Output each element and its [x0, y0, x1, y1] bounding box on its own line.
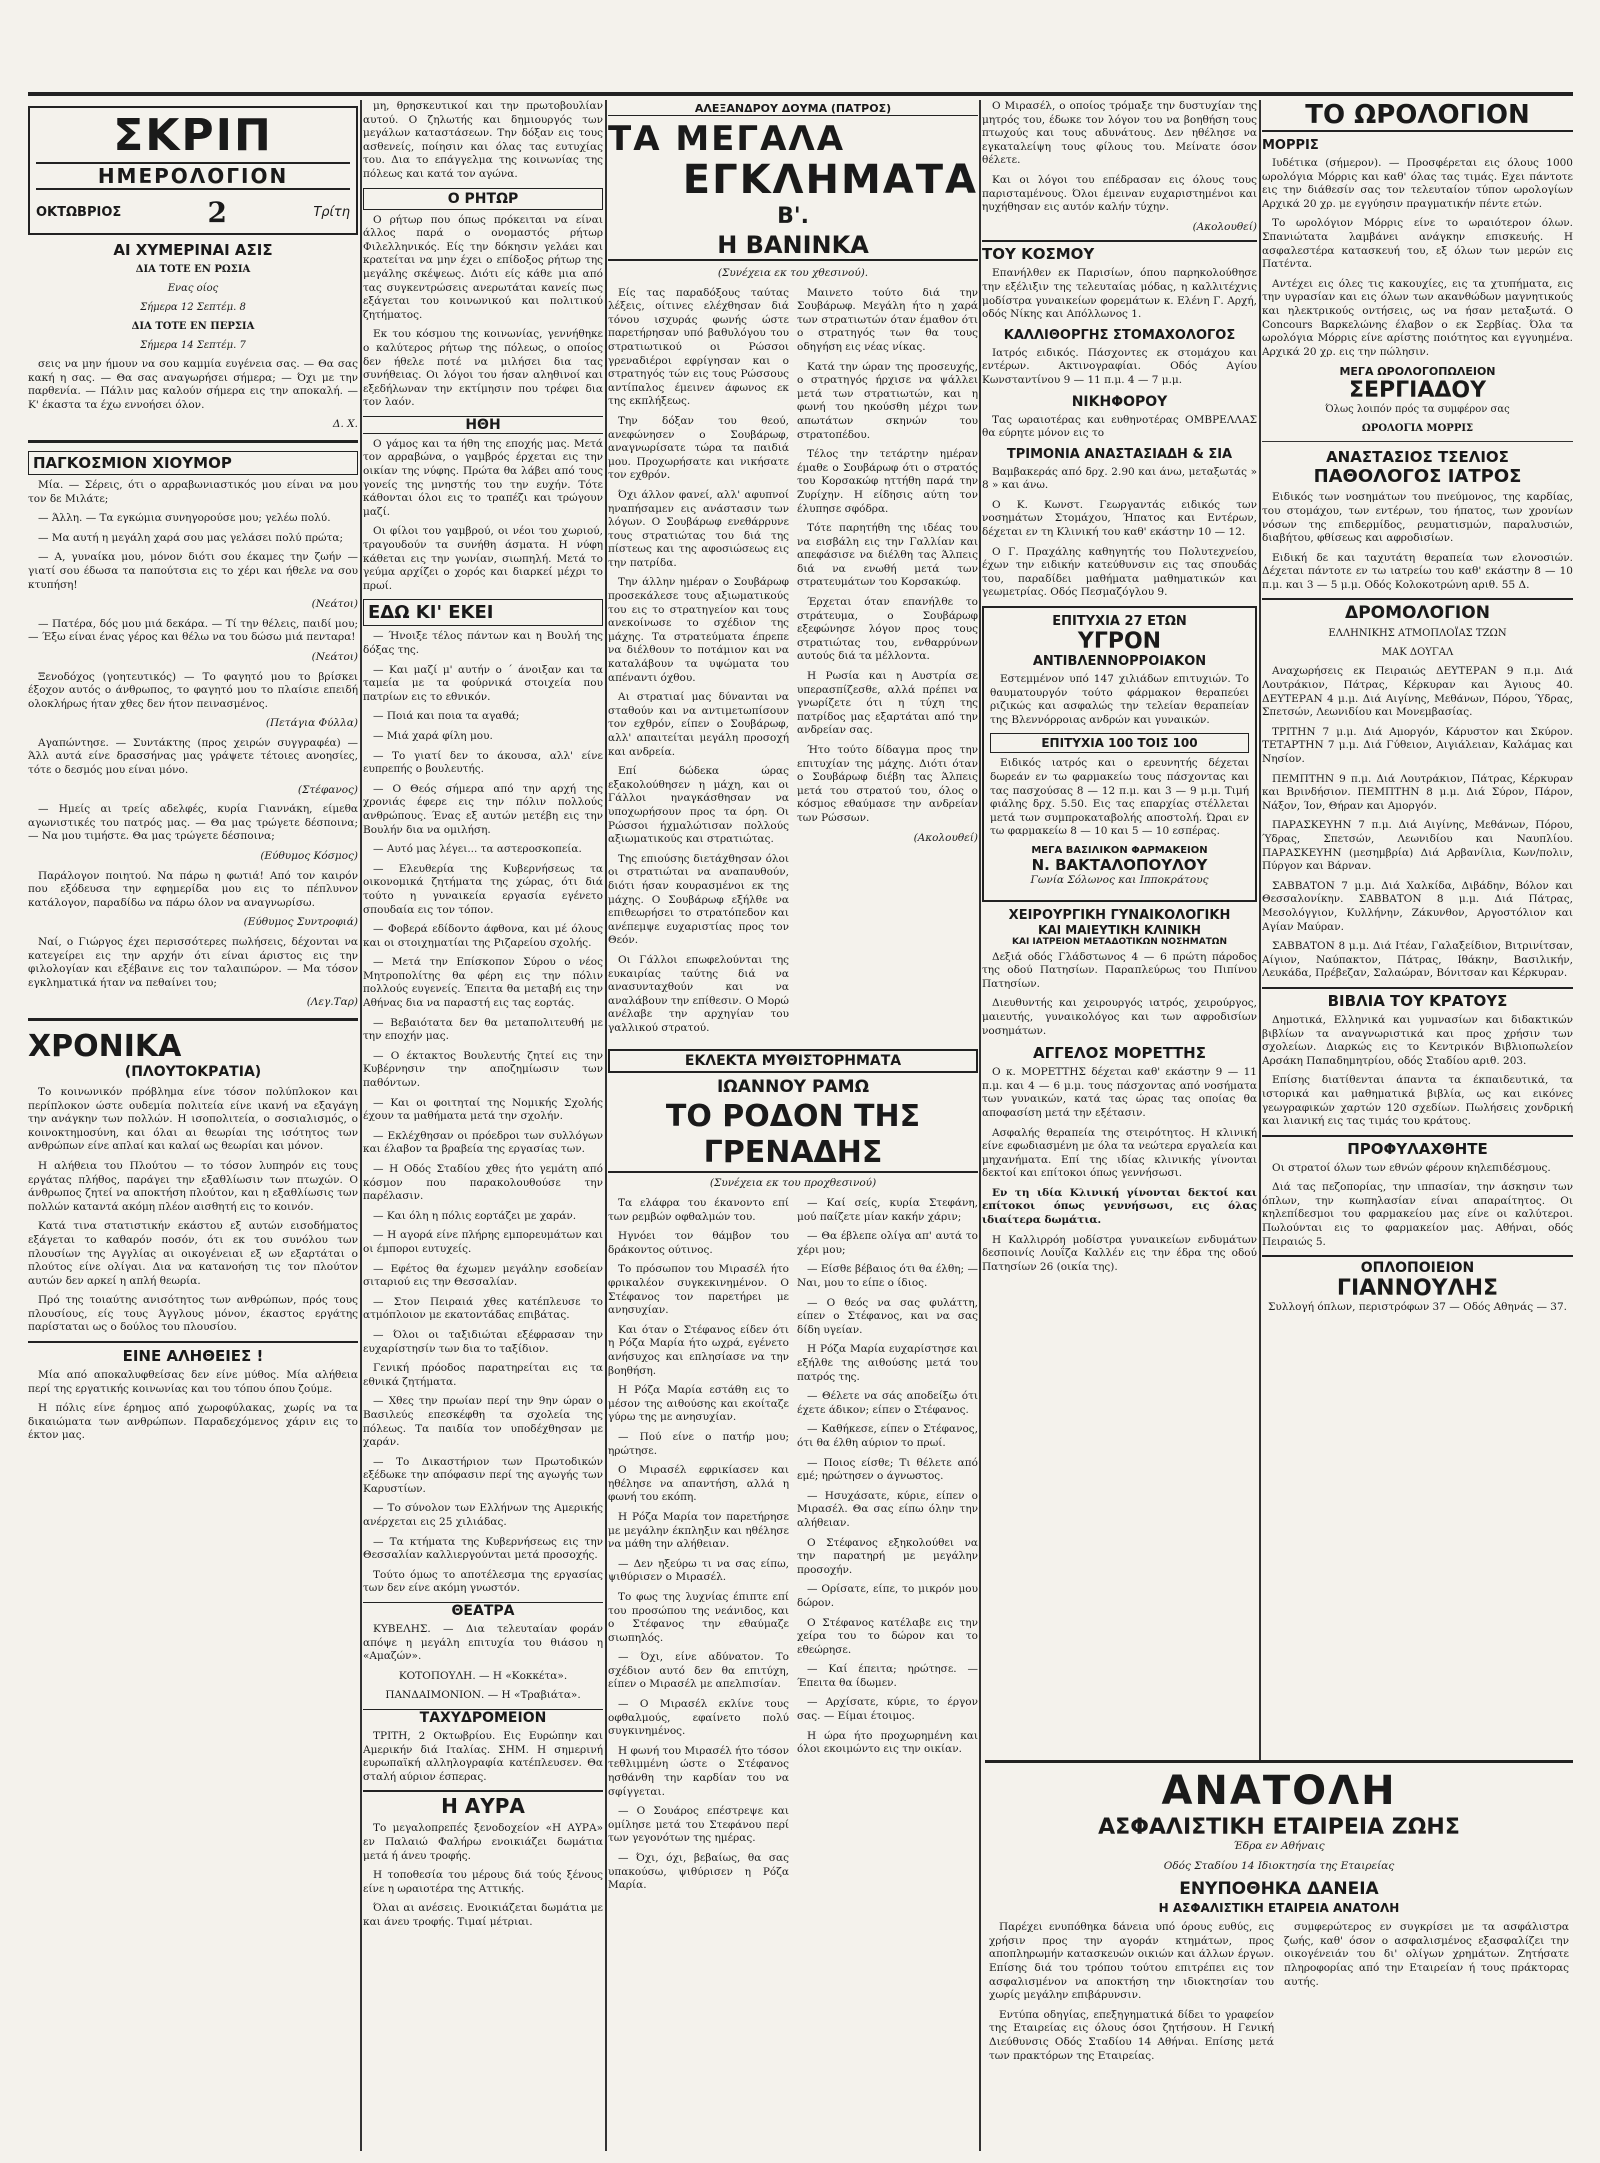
- paragraph: Ήτο τούτο δίδαγμα προς την επιτυχίαν της μάχης. Διότι όταν ο Σουβάρωφ διέβη τας Άλπεις μετά του στρατού του, όλος ο κόσμος εθαύμασε την ανδρείαν των Ρώσσων.: [797, 744, 978, 824]
- ygron-ad: [982, 606, 1257, 902]
- masthead-subtitle: ΗΜΕΡΟΛΟΓΙΟΝ: [36, 162, 350, 190]
- paragraph: Διευθυντής και χειρουργός ιατρός, χειρούργος, μαιευτής, γυναικολόγος και των αφροδισίων νοσημάτων.: [982, 997, 1257, 1037]
- doctor-name: ΑΝΑΣΤΑΣΙΟΣ ΤΣΕΛΙΟΣ: [1326, 448, 1509, 467]
- paragraph: — Α, γυναίκα μου, μόνον διότι σου έκαμες την ζωήν — γιατί σου έδωσα τα παπούτσια εις το χέρι και ήθελε να σου κτυπήση!: [28, 551, 358, 591]
- paragraph: Βαμβακεράς από δρχ. 2.90 και άνω, μεταξωτάς » 8 » και άνω.: [982, 465, 1257, 492]
- paragraph: ΤΡΙΤΗΝ 7 μ.μ. Διά Αμοργόν, Κάρυστον και Σκύρον. ΤΕΤΑΡΤΗΝ 7 μ.μ. Διά Γύθειον, Αιγιάλειαν, Καλάμας και Νησίον.: [1262, 725, 1573, 766]
- paragraph: Ειδική δε και ταχυτάτη θεραπεία των ελονοσιών. Δέχεται πάντοτε εν τω ιατρείω του καθ' εκάστην 8 — 10 π.μ. και 3 — 5 μ.μ. Οδός Κολοκοτρώνη αριθ. 55 Δ.: [1262, 551, 1573, 591]
- paragraph: — Ποιος είσθε; Τι θέλετε από εμέ; ηρώτησεν ο άγνωστος.: [797, 1456, 978, 1483]
- paragraph: Αγαπώντησε. — Συντάκτης (προς χειρών συγγραφέα) — Άλλ αυτά είνε δρασσήνας μας γράψετε τέτοιες ανοησίες, τότε ο δεσμός μου είναι μόνο.: [28, 736, 358, 777]
- paragraph: Παρέχει ενυπόθηκα δάνεια υπό όρους ευθύς, εις χρήσιν προς την αγοράν κτημάτων, προς αποπληρωμήν κατασκευών οικιών και άλλων έργων. Επίσης διά του τρόπου τούτου επιτρέπει εις τον ασφαλισμένον να αποκτήση την ιδιοκτησίαν του χωρίς μεγάλην επιβάρυνσιν.: [989, 1921, 1274, 2002]
- paragraph: — Χθες την πρωίαν περί την 9ην ώραν ο Βασιλεύς επεσκέφθη τα σχολεία της πόλεως. Τα παιδία τον υποδέχθησαν με χαράν.: [363, 1395, 603, 1449]
- paragraph: ΣΑΒΒΑΤΟΝ 8 μ.μ. Διά Ιτέαν, Γαλαξείδιον, Βιτρινίτσαν, Αίγιον, Ναύπακτον, Πάτρας, Ιθάκην, Βασιλικήν, Λευκάδα, Πρέβεζαν, Σαλαώραν, Βόνιτσαν και Κέρκυραν.: [1262, 940, 1573, 980]
- date-row: [36, 196, 350, 229]
- paragraph: ΠΕΜΠΤΗΝ 9 π.μ. Διά Λουτράκιον, Πάτρας, Κέρκυραν και Βρινδήσιον. ΠΕΜΠΤΗΝ 8 μ.μ. Διά Σύρον, Πάρον, Νάξον, Ίον, Θήραν και Αμοργόν.: [1262, 772, 1573, 812]
- ad-title: ΥΓΡΟΝ: [1077, 629, 1162, 655]
- column-rule: [605, 100, 607, 2151]
- paragraph: Ο Στέφανος κατέλαβε εις την χείρα του το δώρον και το εθεώρησε.: [797, 1616, 978, 1656]
- paragraph: Γωνία Σόλωνος και Ιπποκράτους: [1030, 873, 1209, 886]
- date-month: ΟΚΤΩΒΡΙΟΣ: [36, 205, 122, 220]
- novel-1-body: [608, 287, 978, 1042]
- paragraph: Την άλλην ημέραν ο Σουβάρωφ προσεκάλεσε τους αξιωματικούς του εις το στρατηγείον και τους ανεκοίνωσε το σχέδιον της μάχης. Τα στρατεύματα έπρεπε να διέλθουν το ποτάμιον και να καταλάβουν τα υψώματα του απέναντι όχθου.: [608, 576, 789, 684]
- paragraph: Αντέχει εις όλες τις κακουχίες, εις τα χτυπήματα, εις την υγρασίαν και εις όλων των ακανθώδων μαγνητικούς και ηλεκτρικούς οντήσεις, ως να ήσαν μεταξωτά. Ο Concours Βαρκελώνης έλαβον ο εκ Σερβίας. Όλα τα ωρολόγια Μόρρις είνε αρίστης ποιότητος και εγγυημένα. Αρχικά 20 χρ. εις την πώλησιν.: [1262, 277, 1573, 358]
- separator: [28, 1018, 358, 1021]
- section-title: ΤΑΧΥΔΡΟΜΕΙΟΝ: [363, 1709, 603, 1726]
- author: ΙΩΑΝΝΟΥ ΡΑΜΩ: [716, 1077, 870, 1098]
- section-title: Η ΑΥΡΑ: [363, 1790, 603, 1818]
- paragraph: — Ο Μιρασέλ εκλίνε τους οφθαλμούς, εφαίνετο πολύ συγκινημένος.: [608, 1698, 789, 1738]
- paragraph: Ξενοδόχος (γοητευτικός) — Το φαγητό μου το βρίσκει έξοχον αυτός ο άνθρωπος, το φαγητό μου το πλαίσιε επειδή ολοκλήρως ήταν χθες δεν ήτον πεινασμένος.: [28, 670, 358, 710]
- paragraph: Ο Μιρασέλ εφρικίασεν και ηθέλησε να απαντήση, αλλά η φωνή του εκόπη.: [608, 1464, 789, 1504]
- paragraph: — Δεν ηξεύρω τι να σας είπω, ψιθύρισεν ο Μιρασέλ.: [608, 1557, 789, 1584]
- insurance-tagline: ΕΝΥΠΟΘΗΚΑ ΔΑΝΕΙΑ: [1179, 1879, 1379, 1900]
- paragraph: Ο Στέφανος εξηκολούθει να την παρατηρή με μεγάλην προσοχήν.: [797, 1536, 978, 1576]
- paragraph: Εν τη ιδία Κλινική γίνονται δεκτοί και επίτοκοι όπως γεννήσωσι, εις όλας ιδιαίτερα δωμάτια.: [982, 1186, 1257, 1227]
- signature: Δ. Χ.: [332, 418, 358, 431]
- intro-text: σεις να μην ήμουν να σου καμμία ευγένεια σας. — Θα σας κακή η σας. — Θα σας αναγωρήσει σήμερα; — Όχι με την παρθενία. — Πάλιν μας καλούν σήμερα εις την αποκαλή. — Κ' έκαστα τα έχω εννοήσει όλον.: [28, 358, 358, 411]
- novel-1-col-a: [608, 287, 789, 1042]
- paragraph: — Βεβαιότατα δεν θα μεταπολιτευθή με την εποχήν μας.: [363, 1016, 603, 1043]
- paragraph: Η Ρόζα Μαρία εστάθη εις το μέσον της αιθούσης και εκοίταζε γύρω της με ανησυχίαν.: [608, 1384, 789, 1424]
- follow-note: (Ακολουθεί): [1192, 220, 1257, 233]
- section-subtitle: (ΠΛΟΥΤΟΚΡΑΤΙΑ): [124, 1063, 262, 1080]
- notice-line: Σήμερα 14 Σεπτέμ. 7: [140, 340, 246, 351]
- headline-subtitle: Η ΒΑΝΙΝΚΑ: [608, 231, 978, 261]
- date-day: 2: [207, 196, 228, 229]
- paragraph: Παράλογον ποιητού. Να πάρω η φωτιά! Από τον καιρόν που εξόδευσα την εφημερίδα μου εις το πέπλυνον κατάλογον, παραδίδω να πάρω όλον να αναγνωρίσω.: [28, 869, 358, 909]
- paragraph: — Και μαζί μ' αυτήν ο ΄ άνοιξαν και τα ταμεία με τα φούρνικά στοιχεία που πατρίων εις το εθνικόν.: [363, 663, 603, 703]
- paragraph: Και όταν ο Στέφανος είδεν ότι η Ρόζα Μαρία ήτο ωχρά, εγένετο ανήσυχος και επλησίασε να την βοηθήση.: [608, 1323, 789, 1377]
- section-title: ΧΡΟΝΙΚΑ: [28, 1028, 182, 1064]
- paragraph: Η Ρόζα Μαρία ευχαρίστησε και εξήλθε της αιθούσης μετά του πατρός της.: [797, 1343, 978, 1383]
- doctor-name: ΑΓΓΕΛΟΣ ΜΟΡΕΤΤΗΣ: [1033, 1044, 1206, 1063]
- paragraph: Εντύπα οδηγίας, επεξηγηματικά δίδει το γραφείον της Εταιρείας εις όλους όσοι ζητήσουν. Η Γενική Διεύθυνσις Οδός Σταδίου 14 Αθήναι. Επίσης μετά των πρακτόρων της Εταιρείας.: [989, 2008, 1274, 2062]
- paragraph: — Το γιατί δεν το άκουσα, αλλ' είνε ευπρεπής ο βουλευτής.: [363, 749, 603, 776]
- paragraph: — Μετά την Επίσκοπον Σύρου ο νέος Μητροπολίτης θα φέρη εις την πόλιν πολλούς ευγενείς. Έπειτα θα μεταβή εις την Αθήνας δια να παραστή εις τας εορτάς.: [363, 956, 603, 1010]
- paragraph: Η Ρωσία και η Αυστρία σε υπερασπίζεσθε, αλλά πρέπει να γνωρίζετε ότι η τύχη της πατρίδος μας εξαρτάται από την ανδρείαν σας.: [797, 670, 978, 737]
- paragraph: — Είσθε βέβαιος ότι θα έλθη; — Ναι, μου το είπε ο ίδιος.: [797, 1263, 978, 1290]
- paragraph: Έρχεται όταν επανήλθε το στράτευμα, ο Σουβάρωφ εξεφώνησε λόγον προς τους στρατιώτας του, ενθαρρύνων αυτούς διά τα μέλλοντα.: [797, 596, 978, 663]
- paragraph: Επανήλθεν εκ Παρισίων, όπου παρηκολούθησε την εξέλιξιν της τελευταίας μόδας, η καλλιτέχνις μοδίστρα γυναικείων φορεμάτων κ. Ελένη Γ. Αρχή, οδός Νίκης και Απόλλωνος 1.: [982, 267, 1257, 321]
- paragraph: Δημοτικά, Ελληνικά και γυμνασίων και διδακτικών βιβλίων τα αναγνωριστικά και προς χρήσιν των σχολείων. Διαρκώς εις το Κεντρικόν Βιβλιοπωλείον Αρσάκη Παπαδημητρίου, οδός Σταδίου αριθ. 203.: [1262, 1013, 1573, 1067]
- paragraph: Το πρόσωπον του Μιρασέλ ήτο φρικαλέον συγκεκινημένον. Ο Στέφανος τον παρετήρει με ανησυχίαν.: [608, 1263, 789, 1317]
- masthead-box: [28, 106, 358, 235]
- paragraph: Ιατρός ειδικός. Πάσχοντες εκ στομάχου και εντέρων. Ακτινογραφίαι. Οδός Αγίου Κωνσταντίνου 9 — 11 π.μ. 4 — 7 μ.μ.: [982, 346, 1257, 386]
- notice-title: ΑΙ ΧΥΜΕΡΙΝΑΙ ΑΣΙΣ: [113, 241, 273, 259]
- paragraph: Τας ωραιοτέρας και ευθηνοτέρας ΟΜΒΡΕΛΛΑΣ θα εύρητε μόνον εις το: [982, 413, 1257, 440]
- ad-title: ΝΙΚΗΦΟΡΟΥ: [1071, 393, 1168, 410]
- paragraph: Ο κ. ΜΟΡΕΤΤΗΣ δέχεται καθ' εκάστην 9 — 11 π.μ. και 4 — 6 μ.μ. τους πάσχοντας από νοσήματα των γυναικών, κατά τας ώρας τας οποίας θα αποφασίση μετά την εξέτασιν.: [982, 1066, 1257, 1119]
- insurance-ad: [985, 1760, 1573, 2153]
- paragraph: Και οι λόγοι του επέδρασαν εις όλους τους παρισταμένους. Όλοι έμειναν ευχαριστημένοι και ηυχήθησαν εις αυτόν καλήν τύχην.: [982, 173, 1257, 214]
- paragraph: ΕΛΛΗΝΙΚΗΣ ΑΤΜΟΠΛΟΪΑΣ ΤΖΩΝ: [1328, 628, 1507, 640]
- paragraph: — Ο έκτακτος Βουλευτής ζητεί εις την Κυβέρνησιν την αποζημίωσιν των παθόντων.: [363, 1049, 603, 1090]
- paragraph: — Αρχίσατε, κύριε, το έργον σας. — Είμαι έτοιμος.: [797, 1696, 978, 1723]
- notice-line: ΔΙΑ ΤΟΤΕ ΕΝ ΠΕΡΣΙΑ: [131, 321, 255, 332]
- section-title: ΕΔΩ ΚΙ' ΕΚΕΙ: [363, 599, 603, 626]
- paragraph: Η πόλις είνε έρημος από χωροφύλακας, χωρίς να τα δικαιώματα των ανθρώπων. Παραδεχόμενος χάριν εις το έκτον μας.: [28, 1402, 358, 1442]
- section-title: ΗΘΗ: [363, 416, 603, 434]
- paragraph: Όλως λοιπόν πρός τα συμφέρον σας: [1325, 404, 1510, 416]
- section-title: ΘΕΑΤΡΑ: [363, 1602, 603, 1619]
- part-label: Β'.: [777, 204, 809, 229]
- paragraph: — Εκλέχθησαν οι πρόεδροι των συλλόγων και έλαβον τα βραβεία της εργασίας των.: [363, 1129, 603, 1156]
- paragraph: — Μιά χαρά φίλη μου.: [373, 729, 493, 742]
- paragraph: Τότε παρητήθη της ιδέας του να εισβάλη εις την Γαλλίαν και απεφάσισε να διέλθη τας Άλπεις διά να ενωθή μετά των στρατευμάτων του Κορσακώφ.: [797, 522, 978, 589]
- ad-subtitle: ΑΝΤΙΒΛΕΝΝΟΡΡΟΙΑΚΟΝ: [1032, 654, 1207, 670]
- masthead: ΣΚΡΙΠ: [113, 110, 273, 161]
- paragraph: — Όχι, όχι, βεβαίως, θα σας υπακούσω, ψιθύρισεν η Ρόζα Μαρία.: [608, 1852, 789, 1892]
- paragraph: Την δόξαν του θεού, ανεφώνησεν ο Σουβάρωφ, αναγνωρίσατε τώρα τα παιδιά μου. Προχωρήσατε και νικήσατε τον εχθρόν.: [608, 414, 789, 482]
- paragraph: Ασφαλής θεραπεία της στειρότητος. Η κλινική είνε εφωδιασμένη με όλα τα νεώτερα εργαλεία και μηχανήματα. Επί της ιδίας κλινικής γίνονται δεκτοί και επίτοκοι όπως γεννήσωσι.: [982, 1126, 1257, 1180]
- paragraph: — Ησυχάσατε, κύριε, είπεν ο Μιρασέλ. Θα σας είπω όλην την αλήθειαν.: [797, 1489, 978, 1529]
- paragraph: — Το σύνολον των Ελλήνων της Αμερικής ανέρχεται εις 25 χιλιάδας.: [363, 1502, 603, 1529]
- paragraph: Η ώρα ήτο προχωρημένη και όλοι εκοιμώντο εις την οικίαν.: [797, 1729, 978, 1756]
- novel-2-col-b: [797, 1197, 978, 1899]
- paragraph: ΜΑΚ ΔΟΥΓΑΛ: [1381, 647, 1454, 659]
- paragraph: — Και οι φοιτηταί της Νομικής Σχολής έχουν τα μαθήματα μετά την σχολήν.: [363, 1096, 603, 1123]
- column-3: [608, 100, 978, 2151]
- section-title: ΠΑΓΚΟΣΜΙΟΝ ΧΙΟΥΜΟΡ: [28, 451, 358, 475]
- paragraph: Εκ του κόσμου της κοινωνίας, γεννήθηκε ο καλύτερος ρήτωρ της πόλεως, ο οποίος δεν ήθελε ποτέ να μιλήσει δια τας συνήθειας. Οι λόγοι του ήσαν αληθινοί και εξεδήλωναν την εκτίμησιν που τρέφει δια τον λαόν.: [363, 328, 603, 409]
- ad-subtitle: ΜΟΡΡΙΣ: [1262, 138, 1319, 153]
- ad-title: ΓΙΑΝΝΟΥΛΗΣ: [1336, 1276, 1499, 1302]
- signature: (Λεγ.Ταρ): [306, 996, 358, 1009]
- column-1: [28, 100, 358, 2151]
- novel-1-col-b: [797, 287, 978, 1042]
- column-rule: [360, 100, 362, 2151]
- paragraph: ΠΑΝΔΑΙΜΟΝΙΟΝ. — Η «Τραβιάτα».: [385, 1689, 581, 1702]
- paragraph: Ηγνόει τον θάμβον του δράκοντος ούτινος.: [608, 1230, 789, 1256]
- paragraph: Κατά την ώραν της προσευχής, ο στρατηγός ήρχισε να ψάλλει μετά των στρατιωτών, και η φωνή του ηκούσθη μέχρι των απωτάτων σκηνών του στρατοπέδου.: [797, 360, 978, 441]
- paragraph: — Πού είνε ο πατήρ μου; ηρώτησε.: [608, 1430, 789, 1457]
- paragraph: — Καθήκεσε, είπεν ο Στέφανος, ότι θα έλθη αύριον το πρωί.: [797, 1423, 978, 1449]
- paragraph: Όλαι αι ανέσεις. Ενοικιάζεται δωμάτια με και άνευ τροφής. Τιμαί μέτριαι.: [363, 1902, 603, 1928]
- paragraph: Δεξιά οδός Γλάδστωνος 4 — 6 πρώτη πάροδος της οδού Πατησίων. Παραπλεύρως του Πιπίνου Πατησίων.: [982, 950, 1257, 990]
- insurance-body: [985, 1921, 1573, 2069]
- paragraph: — Καί έπειτα; ηρώτησε. — Έπειτα θα ίδωμεν.: [797, 1663, 978, 1689]
- paragraph: Κατά τινα στατιστικήν εκάστου εξ αυτών εισοδήματος εξάγεται το καθαρόν ποσόν, ότι εκ του συνόλου των πλουσίων της Αγγλίας αι οικογένειαι εξ ων εξαρτάται ο πλούτος είνε ολίγαι. Δια να κατανοήση τις τον πλούτον αυτών δεν αρκεί η απλή θεωρία.: [28, 1220, 358, 1287]
- paragraph: — Η Οδός Σταδίου χθες ήτο γεμάτη από κόσμον που παρακολουθούσε την παρέλασιν.: [363, 1163, 603, 1203]
- paragraph: ΣΑΒΒΑΤΟΝ 7 μ.μ. Διά Χαλκίδα, Διβάδην, Βόλον και Θεσσαλονίκην. ΣΑΒΒΑΤΟΝ 8 μ.μ. Διά Πάτρας, Μεσολόγγιον, Κυλλήνην, Ζάκυνθον, Αργοστόλιον και Αγίαν Μαύραν.: [1262, 879, 1573, 933]
- paragraph: — Όλοι οι ταξιδιώται εξέφρασαν την ευχαρίστησίν των δια το ταξίδιον.: [363, 1328, 603, 1355]
- insurance-col-a: [989, 1921, 1274, 2069]
- paragraph: Πρό της τοιαύτης ανισότητος των ανθρώπων, πρός τους πλουσίους, είς τους Άγγλους μόνον, έκαστος εργάτης παρίσταται ως ο δούλος του πλουσίου.: [28, 1294, 358, 1334]
- ad-title: ΚΑΛΛΙΘΟΡΓΗΣ ΣΤΟΜΑΧΟΛΟΓΟΣ: [1003, 327, 1236, 343]
- section-title: ΠΡΟΦΥΛΑΧΘΗΤΕ: [1262, 1135, 1573, 1158]
- paragraph: ΩΡΟΛΟΓΙΑ ΜΟΡΡΙΣ: [1361, 423, 1474, 435]
- paragraph: — Θέλετε να σάς αποδείξω ότι έχετε άδικον; είπεν ο Στέφανος.: [797, 1390, 978, 1416]
- signature: (Νεάτοι): [311, 598, 358, 611]
- headline-line-2: ΕΓΚΛΗΜΑΤΑ: [682, 157, 978, 203]
- paragraph: — Στον Πειραιά χθες κατέπλευσε το ατμόπλοιον με εκατοντάδας επιβάτας.: [363, 1295, 603, 1322]
- separator: [28, 440, 358, 443]
- column-rule: [979, 100, 981, 2151]
- paragraph: Ο Μιρασέλ, ο οποίος τρόμαξε την δυστυχίαν της μητρός του, έδωκε τον λόγον του να βοηθήση τους πτωχούς και τους αδυνάτους. Δεν ηθέλησε να εγκαταλείψη τους φίλους του. Μείνατε όσον θέλετε.: [982, 100, 1257, 167]
- banner: ΕΚΛΕΚΤΑ ΜΥΘΙΣΤΟΡΗΜΑΤΑ: [608, 1049, 978, 1073]
- insurance-name: ΑΝΑΤΟΛΗ: [1161, 1768, 1397, 1814]
- paragraph: Η τοποθεσία του μέρους διά τούς ξένους είνε η ωραιοτέρα της Αττικής.: [363, 1869, 603, 1895]
- section-title: ΒΙΒΛΙΑ ΤΟΥ ΚΡΑΤΟΥΣ: [1262, 987, 1573, 1010]
- paragraph: Αναχωρήσεις εκ Πειραιώς ΔΕΥΤΕΡΑΝ 9 π.μ. Διά Λουτράκιον, Πάτρας, Κέρκυραν και Άγιους 40. ΔΕΥΤΕΡΑΝ 4 μ.μ. Διά Αιγίνης, Μεθάνων, Πόρου, Ύδρας, Σπετσών, Λεωνιδίου και Μονεμβασίας.: [1262, 665, 1573, 719]
- ad-title: ΚΑΙ ΜΑΙΕΥΤΙΚΗ ΚΛΙΝΙΚΗ: [1038, 922, 1201, 937]
- paragraph: — Πατέρα, δός μου μιά δεκάρα. — Τί την θέλεις, παιδί μου; — Έξω είναι ένας γέρος και θέλω να του δώσω μιά πενταρα!: [28, 617, 358, 644]
- paragraph: Οι Γάλλοι επωφελούνται της ευκαιρίας ταύτης διά να ανασυνταχθούν και να αναλάβουν την επίθεσιν. Ο Μορώ ανέλαβε την αρχηγίαν του γαλλικού στρατού.: [608, 953, 789, 1034]
- paragraph: Ο Κ. Κωνστ. Γεωργαντάς ειδικός των νοσημάτων Στομάχου, Ήπατος και Εντέρων, δέχεται εν τη Κλινική του καθ' εκάστην 10 — 12.: [982, 498, 1257, 539]
- paragraph: Ειδικός των νοσημάτων του πνεύμονος, της καρδίας, του στομάχου, των εντέρων, του ήπατος, των χρονίων νόσων της επιδερμίδος, ρευματισμών, παραλυσιών, διαβήτου, φθίσεως και αφροδισίων.: [1262, 491, 1573, 545]
- paragraph: Ο Γ. Πραχάλης καθηγητής του Πολυτεχνείου, έχων την ειδικήν κατεύθυνσιν εις τας σπουδάς του, παραδίδει μαθήματα μαθηματικών και γεωμετρίας. Οδός Πεσμαζόγλου 9.: [982, 545, 1257, 599]
- paragraph: Επί δώδεκα ώρας εξακολούθησεν η μάχη, και οι Γάλλοι ηναγκάσθησαν να υποχωρήσουν προς τα όρη. Οι Ρώσσοι ήχμαλώτισαν πολλούς αξιωματικούς και στρατιώτας.: [608, 765, 789, 846]
- ad-subtitle: ΜΕΓΑ ΒΑΣΙΛΙΚΟΝ ΦΑΡΜΑΚΕΙΟΝ: [1031, 844, 1208, 856]
- paragraph: — Ποιά και ποια τα αγαθά;: [373, 710, 520, 723]
- paragraph: — Φοβερά εδίδοντο άφθονα, και μέ όλους και οι στοιχηματίαι της Ριζαρείου σχολής.: [363, 923, 603, 949]
- paragraph: Ιυδέτικα (σήμερον). — Προσφέρεται εις όλους 1000 ωρολόγια Μόρρις και καθ' όλας τας τιμάς. Εχει πάντοτε εις την διάθεσίν σας τον τελευταίον τύπον ωρολογίων Αρχικά 20 χρ. με εγγύησιν πραγματικήν πέντε ετών.: [1262, 157, 1573, 210]
- paragraph: — Ο Θεός σήμερα από την αρχή της χρονιάς έφερε εις την πόλιν πολλούς ανθρώπους. Ένας εξ αυτών μετέβη εις την Βουλήν δια να ομιλήση.: [363, 782, 603, 836]
- notice-line: ΔΙΑ ΤΟΤΕ ΕΝ ΡΩΣΙΑ: [135, 264, 251, 275]
- signature: (Στέφανος): [297, 783, 358, 796]
- signature: (Εύθυμος Κόσμος): [260, 850, 358, 863]
- paragraph: Ο γάμος και τα ήθη της εποχής μας. Μετά τον αρραβώνα, ο γαμβρός έρχεται εις την οικίαν της νύφης. Πρώτα θα λάβει από τους γονείς της μνηστής του την ευχήν. Τότε κάθονται όλοι εις το τραπέζι και τρώγουν μαζί.: [363, 437, 603, 518]
- paragraph: Τα ελάφρα του έκανοντο επί των ρεμβών οφθαλμών του.: [608, 1197, 789, 1223]
- paragraph: Η αλήθεια του Πλούτου — το τόσον λυπηρόν εις τους εργάτας πλήθος, παράγει την εξαθλίωσιν των πτωχών. Ο άνθρωπος ζητεί να αποκτήση πλούτον, και η εξαθλίωσις των πολλών καταντά ακόμη πλέον αισθητή εις το κοινόν.: [28, 1159, 358, 1213]
- paragraph: — Ήνοιξε τέλος πάντων και η Βουλή της δόξας της.: [363, 630, 603, 656]
- paragraph: Οδός Σταδίου 14 Ιδιοκτησία της Εταιρείας: [1163, 1859, 1395, 1872]
- separator: [1262, 441, 1573, 442]
- paragraph: Συλλογή όπλων, περιστρόφων 37 — Οδός Αθηνάς — 37.: [1267, 1301, 1567, 1314]
- paragraph: Εστεμμένον υπό 147 χιλιάδων επιτυχιών. Το θαυματουργόν τούτο φάρμακον θεραπεύει ριζικώς και ασφαλώς την τελείαν θεραπείαν της Βλεννόρροιας ανδρών και γυναικών.: [990, 673, 1249, 726]
- paragraph: ΠΑΡΑΣΚΕΥΗΝ 7 π.μ. Διά Αιγίνης, Μεθάνων, Πόρου, Ύδρας, Σπετσών, Λεωνιδίου και Ναυπλίου. ΠΑΡΑΣΚΕΥΗΝ (μεσημβρία) Διά Αρβανίλια, Κων/πολιν, Πύργον και Βάρναν.: [1262, 819, 1573, 873]
- paragraph: — Καί σείς, κυρία Στεφάνη, μού παίζετε μίαν κακήν χάριν;: [797, 1197, 978, 1223]
- paragraph: — Άλλη. — Τα εγκώμια συνηγορούσε μου; γελέω πολύ.: [38, 512, 331, 525]
- paragraph: — Μα αυτή η μεγάλη χαρά σου μας γελάσει πολύ πρώτα;: [38, 531, 344, 544]
- insurance-subtitle: ΑΣΦΑΛΙΣΤΙΚΗ ΕΤΑΙΡΕΙΑ ΖΩΗΣ: [1098, 1815, 1460, 1840]
- signature: (Πετάγια Φύλλα): [265, 717, 358, 730]
- paragraph: ΤΡΙΤΗ, 2 Οκτωβρίου. Εις Ευρώπην και Αμερικήν διά Ιταλίας. ΣΗΜ. Η σημερινή ευρωπαϊκή αλληλογραφία κατέπλευσεν. Θα σταλή αύριον έσπερας.: [363, 1730, 603, 1783]
- paragraph: — Αυτό μας λέγει... τα αστεροσκοπεία.: [373, 843, 582, 856]
- section-title: ΔΡΟΜΟΛΟΓΙΟΝ: [1262, 598, 1573, 623]
- paragraph: — Ο Σουάρος επέστρεψε και ομίλησε μετά του Στεφάνου περί των γεγονότων της ημέρας.: [608, 1805, 789, 1845]
- insurance-company: Η ΑΣΦΑΛΙΣΤΙΚΗ ΕΤΑΙΡΕΙΑ ΑΝΑΤΟΛΗ: [1158, 1901, 1400, 1916]
- paragraph: συμφερώτερος εν συγκρίσει με τα ασφάλιστρα ζωής, καθ' όσον ο ασφαλισμένος εξασφαλίζει την οικογένειάν του δι' ολίγων χρημάτων. Ζητήσατε πληροφορίας από την Εταιρείαν ή τους πράκτορας αυτής.: [1284, 1921, 1569, 1988]
- section-title: Ο ΡΗΤΩΡ: [363, 188, 603, 210]
- signature: (Νεάτοι): [311, 650, 358, 663]
- paragraph: Όχι άλλον φανεί, αλλ' αφυπνοί ηναπήσαμεν εις ανάστασιν των λόγων. Ο Σουβάρωφ ενεθάρρυνε τους στρατιώτας του διά της πίστεως και της αφοσιώσεως εις την πατρίδα.: [608, 488, 789, 569]
- paragraph: Ο ρήτωρ που όπως πρόκειται να είναι άλλος παρά ο ονομαστός ρήτωρ Φιλελληνικός. Είς την δόκησιν γελάει και κρατείται να μην έχει ο επίδοξος ρήτωρ της μεγάλης σκέψεως. Διότι είς κάθε μια από τας συγκεντρώσεις ανερωτάται κανείς πως εξάγεται του κοινωνικού και πολιτικού ζητήματος.: [363, 213, 603, 321]
- paragraph: — Ο θεός να σας φυλάττη, είπεν ο Στέφανος, και να σας δίδη υγείαν.: [797, 1296, 978, 1336]
- paragraph: Τούτο όμως το αποτέλεσμα της εργασίας των δεν είνε ακόμη γνωστόν.: [363, 1568, 603, 1595]
- paragraph: Μία. — Σέρεις, ότι ο αρραβωνιαστικός μου είναι να μου τον δε Μιλάτε;: [28, 478, 358, 505]
- paragraph: Η Ρόζα Μαρία τον παρετήρησε με μεγάλην έκπληξιν και ηθέλησε να μάθη την αλήθειαν.: [608, 1510, 789, 1551]
- paragraph: Γενική πρόοδος παρατηρείται εις τα εθνικά ζητήματα.: [363, 1362, 603, 1388]
- paragraph: Ειδικός ιατρός και ο ερευνητής δέχεται δωρεάν εν τω φαρμακείω τους πάσχοντας και τας πασχούσας 8 — 12 π.μ. και 3 — 9 μ.μ. Τιμή φιάλης δρχ. 5.50. Εις τας επαρχίας στέλλεται μετά των συμπροκαταβολής αποστολή. Ώραι εν τω φαρμακείω 8 — 10 και 5 — 10 εσπέρας.: [990, 757, 1249, 838]
- top-rule: [28, 92, 1573, 96]
- paragraph: Η Καλλιρρόη μοδίστρα γυναικείων ενδυμάτων δεσποινίς Λουΐζα Καλλέν εις την έδρα της οδού Πατησίων 26 (οικία της).: [982, 1233, 1257, 1273]
- ad-title: ΤΡΙΜΟΝΙΑ ΑΝΑΣΤΑΣΙΑΔΗ & ΣΙΑ: [1006, 446, 1233, 462]
- paragraph: — Και όλη η πόλις εορτάζει με χαράν.: [373, 1209, 577, 1222]
- ad-subtitle: ΚΑΙ ΙΑΤΡΕΙΟΝ ΜΕΤΑΔΟΤΙΚΩΝ ΝΟΣΗΜΑΤΩΝ: [1012, 936, 1227, 947]
- continued-note: (Συνέχεια εκ του προχθεσινού): [709, 1177, 877, 1190]
- notice-line: Ενας οίος: [167, 283, 219, 294]
- paragraph: — Ορίσατε, είπε, το μικρόν μου δώρον.: [797, 1583, 978, 1609]
- paragraph: — Η αγορά είνε πλήρης εμπορευμάτων και οι έμποροι ευτυχείς.: [363, 1229, 603, 1255]
- date-weekday: Τρίτη: [313, 205, 350, 220]
- paragraph: Είς τας παραδόξους ταύτας λέξεις, οίτινες ελέχθησαν διά τόνου ισχυράς φωνής ώστε παρετήρησαν υπό βαθυλόγου του στρατιωτικού οι Ρώσσοι γρεναδιέροι εφρίγησαν και ο στρατηγός τών εις τους Ρώσσους αντίπαλος έμεινεν άφωνος εκ της εκπλήξεως.: [608, 286, 789, 408]
- insurance-col-b: [1284, 1921, 1569, 2069]
- section-title: ΤΟΥ ΚΟΣΜΟΥ: [982, 240, 1257, 263]
- paragraph: Το μεγαλοπρεπές ξενοδοχείον «Η ΑΥΡΑ» εν Παλαιώ Φαλήρω ενοικιάζει δωμάτια μετά ή άνευ τροφής.: [363, 1822, 603, 1862]
- paragraph: Ναί, ο Γιώργος έχει περισσότερες πωλήσεις, δέχονται να κατεγείρει εις την αρχήν ότι είναι άριστος εις την φιλολογίαν και εξέβαινε εις τον ταλαιπώρον. — Μα τόσον εγκληματικά ήταν να πεθαίνει του;: [28, 936, 358, 989]
- doctor-title: ΠΑΘΟΛΟΓΟΣ ΙΑΤΡΟΣ: [1313, 466, 1522, 488]
- paragraph: Το φως της λυχνίας έπιπτε επί του προσώπου της νεάνιδος, και ο Στέφανος την εθαύμαζε σιωπηλός.: [608, 1590, 789, 1644]
- column-2: [363, 100, 603, 2151]
- ad-subtitle: ΜΕΓΑ ΩΡΟΛΟΓΟΠΩΛΕΙΟΝ: [1339, 365, 1496, 379]
- paragraph: Επίσης διατίθενται άπαντα τα έκπαιδευτικά, τα ιστορικά και μαθηματικά βιβλία, ως και εικόνες γεωγραφικών χαρτών 120 σχεδίων. Πωλήσεις χονδρική και λιανική εις τας τιμάς του κράτους.: [1262, 1074, 1573, 1128]
- novel-2-col-a: [608, 1197, 789, 1899]
- paragraph: — Εφέτος θα έχωμεν μεγάλην εσοδείαν σιταριού εις την Θεσσαλίαν.: [363, 1262, 603, 1289]
- paragraph: — Θα έβλεπε ολίγα απ' αυτά το χέρι μου;: [797, 1230, 978, 1256]
- paragraph: Έδρα εν Αθήναις: [1233, 1840, 1325, 1852]
- paragraph: μη, θρησκευτικοί και την πρωτοβουλίαν αυτού. Ο ζηλωτής και δημιουργός των μεγάλων καταστάσεων. Την δόξαν εις τους ασθενείς, ποίησιν και όλας τας ευτυχίας του. Δια το επάγγελμα της κοινωνίας της πόλεως και κατά τον αγώνα.: [363, 100, 603, 180]
- paragraph: — Το Δικαστήριον των Πρωτοδικών εξέδωκε την απόφασιν περί της αγωγής των Καρυστίων.: [363, 1455, 603, 1495]
- paragraph: Αι στρατιαί μας δύνανται να σταθούν και να αντιμετωπίσουν τον εχθρόν, είπεν ο Σουβάρωφ, αλλ' απαιτείται μεγάλη προσοχή και ανδρεία.: [608, 691, 789, 758]
- paragraph: Οι στρατοί όλων των εθνών φέρουν κηλεπιδέσμους.: [1272, 1161, 1551, 1174]
- paragraph: ΚΥΒΕΛΗΣ. — Δια τελευταίαν φοράν απόψε η μεγάλη επιτυχία του θιάσου η «Αμαζών».: [363, 1623, 603, 1663]
- paragraph: ΚΟΤΟΠΟΥΛΗ. — Η «Κοκκέτα».: [398, 1669, 568, 1682]
- paragraph: Η φωνή του Μιρασέλ ήτο τόσον τεθλιμμένη ώστε ο Στέφανος ησθάνθη την καρδίαν του να σφίγγεται.: [608, 1744, 789, 1798]
- kicker: ΑΛΕΞΑΝΔΡΟΥ ΔΟΥΜΑ (ΠΑΤΡΟΣ): [608, 102, 978, 116]
- paragraph: — Ελευθερία της Κυβερνήσεως τα οικονομικά ζητήματα της χώρας, ότι διά τούτο η γυναικεία εργασία εγένετο σπουδαία εις τον τόπον.: [363, 862, 603, 916]
- headline-line-1: ΤΑ ΜΕΓΑΛΑ: [608, 119, 846, 159]
- novel-2-title: ΤΟ ΡΟΔΟΝ ΤΗΣ ΓΡΕΝΑΔΗΣ: [608, 1099, 978, 1173]
- signature: (Εύθυμος Συντροφιά): [243, 916, 358, 929]
- follow-note: (Ακολουθεί): [913, 831, 978, 844]
- paragraph: Διά τας πεζοπορίας, την ιππασίαν, την άσκησιν των όπλων, την κωπηλασίαν είναι απαραίτητος. Οι κηλεπίδεσμοι του φαρμακείου μας είνε οι καλύτεροι. Πωλούνται εις το φαρμακείον μας. Αθήναι, οδός Πειραιώς 5.: [1262, 1181, 1573, 1248]
- notice-line: Σήμερα 12 Σεπτέμ. 8: [140, 302, 246, 313]
- paragraph: Το κοινωνικόν πρόβλημα είνε τόσον πολύπλοκον και περίπλοκον ώστε ουδεμία πολιτεία είνε ικανή να εξαγάγη την ανάγκην των πολλών. Η ισοπολιτεία, ο σοσιαλισμός, ο κοινοκτημοσύνη, και όλαι αι θεωρίαι της ισότητος των ανθρώπων είνε απλαί και καλαί ως θεωρίαι και μόνον.: [28, 1085, 358, 1153]
- paragraph: — Όχι, είνε αδύνατον. Το σχέδιον αυτό δεν θα επιτύχη, είπεν ο Μιρασέλ με απελπισίαν.: [608, 1651, 789, 1691]
- ad-title: ΣΕΡΓΙΑΔΟΥ: [1348, 378, 1487, 404]
- ad-title: ΕΠΙΤΥΧΙΑ 27 ΕΤΩΝ: [1052, 614, 1187, 630]
- ad-title: ΤΟ ΩΡΟΛΟΓΙΟΝ: [1262, 100, 1573, 132]
- paragraph: — Τα κτήματα της Κυβερνήσεως εις την Θεσσαλίαν καλλιεργούνται μετά προσοχής.: [363, 1535, 603, 1562]
- paragraph: Της επιούσης διετάχθησαν όλοι οι στρατιώται να αναπαυθούν, διότι ήσαν κουρασμένοι εκ της μάχης. Ο Σουβάρωφ εξήλθε να επιθεωρήσει το στρατόπεδον και ανέπεμψε ευχαριστίας προς τον Θεόν.: [608, 852, 789, 947]
- ad-title: ΧΕΙΡΟΥΡΓΙΚΗ ΓΥΝΑΙΚΟΛΟΓΙΚΗ: [1008, 907, 1231, 923]
- ad-title: Ν. ΒΑΚΤΑΛΟΠΟΥΛΟΥ: [1031, 855, 1208, 874]
- paragraph: Το ωρολόγιον Μόρρις είνε το ωραιότερον όλων. Σπανιώτατα λαμβάνει ανάγκην επισκευής. Η ασφαλεστέρα κατασκευή του, εξ όλων των μερών εις Πατέντα.: [1262, 217, 1573, 271]
- paragraph: Μία από αποκαλυφθείσας δεν είνε μύθος. Μία αλήθεια περί της εργατικής κοινωνίας και του τόπου όπου ζούμε.: [28, 1369, 358, 1395]
- ad-box: ΕΠΙΤΥΧΙΑ 100 ΤΟΙΣ 100: [990, 733, 1249, 753]
- continued-note: (Συνέχεια εκ του χθεσινού).: [717, 267, 869, 279]
- paragraph: Τέλος την τετάρτην ημέραν έμαθε ο Σουβάρωφ ότι ο στρατός του Κορσακώφ ηττήθη παρά την Ζυρίχην. Η είδησις αύτη τον έλυπησε σφόδρα.: [797, 448, 978, 515]
- paragraph: Μαινετο τούτο διά την Σουβάρωφ. Μεγάλη ήτο η χαρά των στρατιωτών όταν έμαθον ότι ο στρατηγός των θα τους οδηγήση εις νέας νίκας.: [797, 286, 978, 353]
- paragraph: Οι φίλοι του γαμβρού, οι νέοι του χωριού, τραγουδούν τα συνήθη άσματα. Η νύφη κάθεται εις την γωνίαν, σιωπηλή. Μετά το γεύμα αρχίζει ο χορός και διαρκεί μέχρι το πρωί.: [363, 525, 603, 592]
- novel-2-body: [608, 1197, 978, 1899]
- paragraph: — Ημείς αι τρείς αδελφές, κυρία Γιαννάκη, είμεθα αγωνιστικές του πατρός μας. — Θα μας τρώγετε δέσποινα; — Να μου τιμήστε. Θα μας τρώγετε δέσποινα;: [28, 803, 358, 843]
- section-title: ΕΙΝΕ ΑΛΗΘΕΙΕΣ !: [28, 1341, 358, 1365]
- section-title: ΟΠΛΟΠΟΙΕΙΟΝ: [1262, 1255, 1573, 1276]
